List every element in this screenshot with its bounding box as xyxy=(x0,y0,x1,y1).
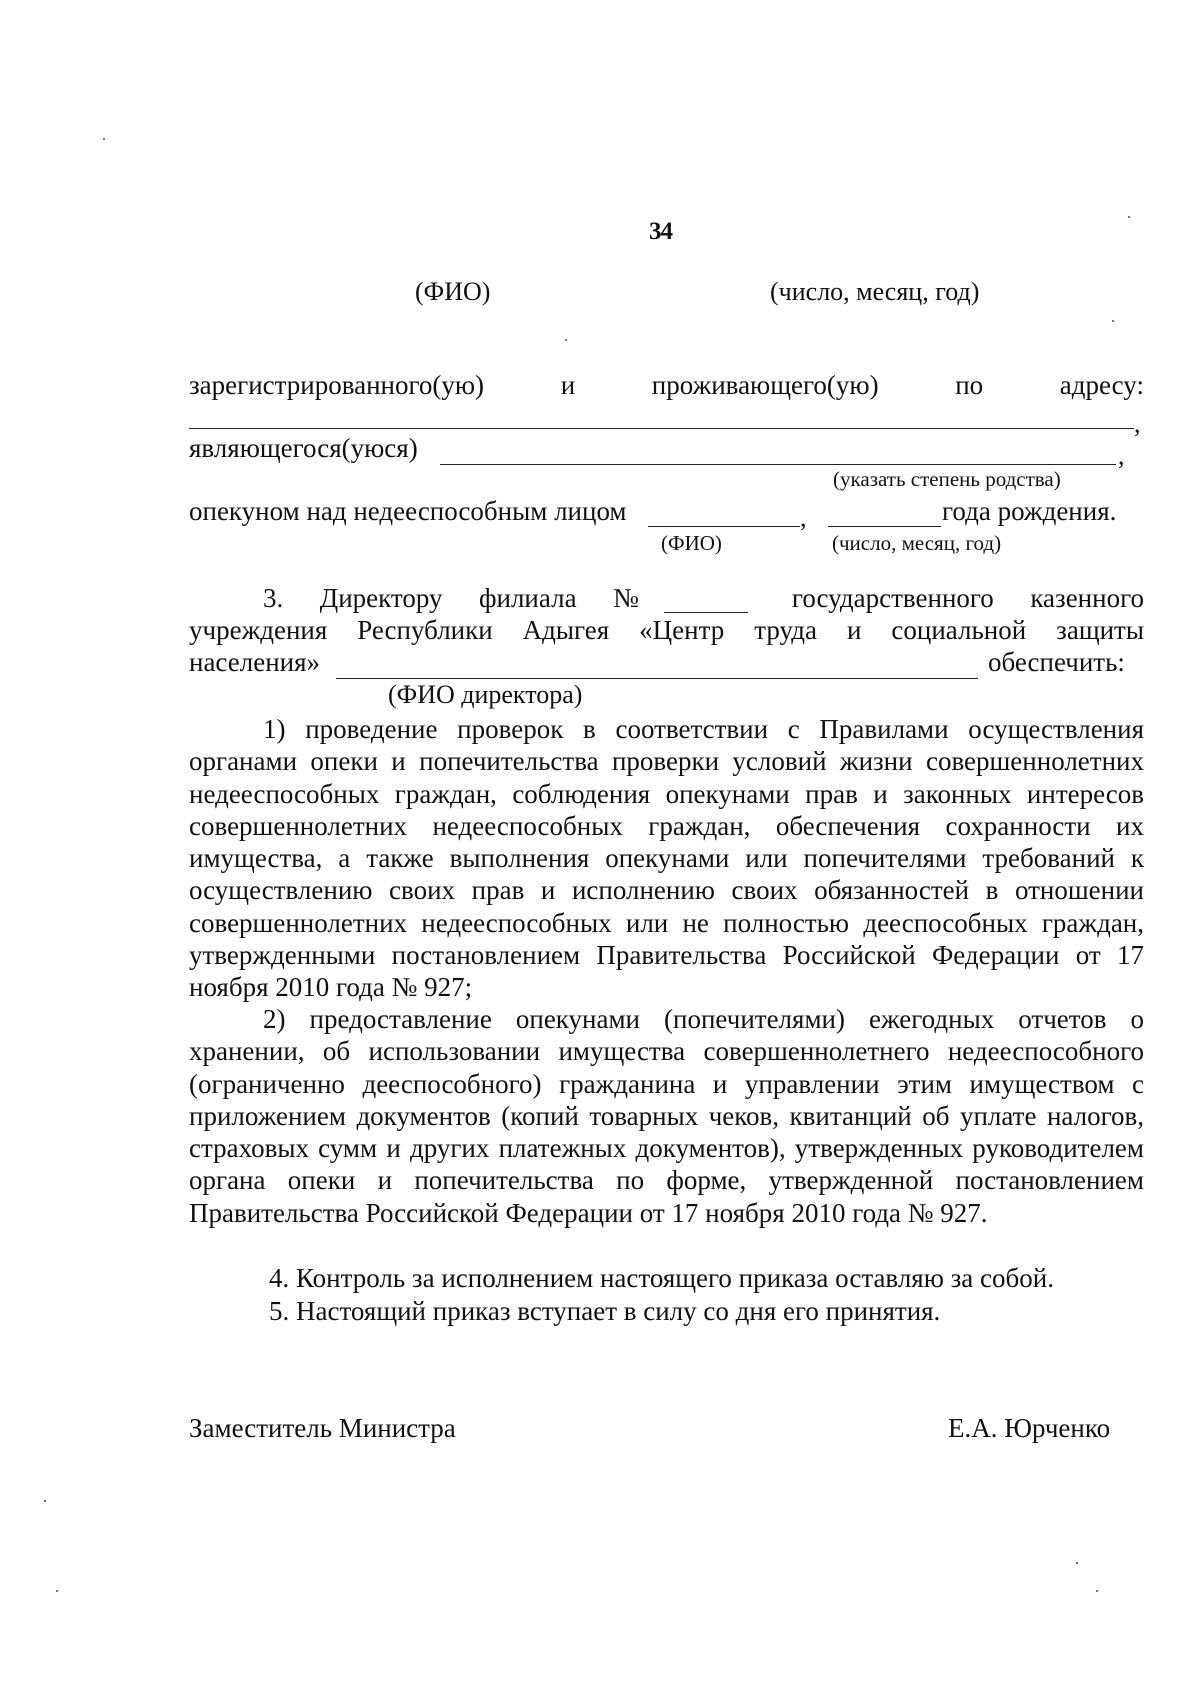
para3-line1 xyxy=(189,583,1144,614)
para3-line3-label: населения» xyxy=(189,647,321,677)
scan-speck xyxy=(56,1590,58,1592)
address-word-2: и xyxy=(560,370,576,400)
para3-num: 3. xyxy=(263,583,284,613)
caption-relation: (указать степень родства) xyxy=(833,467,1061,491)
para3-word-number: № xyxy=(613,583,639,613)
scan-speck xyxy=(1112,320,1114,322)
para-5: 5. Настоящий приказ вступает в силу со дня его принятия. xyxy=(269,1296,941,1326)
director-fio-blank xyxy=(336,678,978,679)
guardian-fio-blank xyxy=(648,526,800,527)
para-4: 4. Контроль за исполнением настоящего приказа оставляю за собой. xyxy=(269,1263,1054,1293)
caption-fio-top: (ФИО) xyxy=(415,277,491,306)
address-word-4: по xyxy=(955,370,984,400)
caption-director-fio: (ФИО директора) xyxy=(388,680,583,709)
relation-blank-line xyxy=(440,464,1116,465)
branch-number-blank xyxy=(664,612,748,613)
scan-speck xyxy=(1128,216,1130,218)
caption-date-mid: (число, месяц, год) xyxy=(832,531,1002,555)
address-blank-line xyxy=(189,428,1134,429)
para3-word-branch: филиала xyxy=(479,583,577,613)
relation-label: являющегося(уюся) xyxy=(189,433,418,463)
item-1-text: 1) проведение проверок в соответствии с Правилами осуществления органами опеки и попечительства проверки условий жизни совершеннолетних недееспособных граждан, соблюдения опекунами прав и законных интересов совершеннолетних недееспособных граждан, обеспечения сохранности их имущества, а также выполнения опекунами или попечителями требований к осуществлению своих прав и исполнению своих обязанностей в отношении совершеннолетних недееспособных или не полностью дееспособных граждан, утвержденными постановлением Правительства Российской Федерации от 17 ноября 2010 года № 927; xyxy=(189,714,1144,1003)
page-number: 34 xyxy=(649,218,672,245)
signature-name: Е.А. Юрченко xyxy=(948,1413,1111,1443)
relation-comma: , xyxy=(1118,441,1125,470)
item-2-text: 2) предоставление опекунами (попечителями) ежегодных отчетов о хранении, об использовании имущества совершеннолетнего недееспособного (ограниченно дееспособного) гражданина и управлении этим имуществом с приложением документов (копий товарных чеков, квитанций об уплате налогов, страховых сумм и других платежных документов), утвержденных руководителем органа опеки и попечительства по форме, утвержденной постановлением Правительства Российской Федерации от 17 ноября 2010 года № 927. xyxy=(189,1004,1144,1228)
para3-word-treasury: казенного xyxy=(1030,583,1144,613)
guardian-suffix: года рождения. xyxy=(942,496,1117,526)
para3-line3-end: обеспечить: xyxy=(988,647,1125,677)
signature-position: Заместитель Министра xyxy=(189,1413,456,1443)
scan-speck xyxy=(44,1500,46,1502)
para3-word-state: государственного xyxy=(791,583,994,613)
scan-speck xyxy=(1096,1590,1098,1592)
address-line xyxy=(189,370,1144,401)
para3-word-director: Директору xyxy=(319,583,443,613)
address-word-3: проживающего(ую) xyxy=(651,370,879,400)
caption-date-top: (число, месяц, год) xyxy=(770,277,980,306)
address-comma: , xyxy=(1134,409,1141,438)
address-word-1: зарегистрированного(ую) xyxy=(189,370,485,400)
scan-speck xyxy=(103,138,105,140)
guardian-comma: , xyxy=(800,503,807,532)
scan-speck xyxy=(565,339,567,341)
para3-line2: учреждения Республики Адыгея «Центр труда и социальной защиты xyxy=(189,615,1144,645)
address-word-5: адресу: xyxy=(1059,370,1144,400)
guardian-label: опекуном над недееспособным лицом xyxy=(189,496,627,526)
item-1 xyxy=(189,713,1144,1004)
caption-fio-mid: (ФИО) xyxy=(661,531,722,555)
guardian-date-blank xyxy=(828,526,941,527)
item-2 xyxy=(189,1003,1144,1229)
scan-speck xyxy=(1076,1562,1078,1564)
